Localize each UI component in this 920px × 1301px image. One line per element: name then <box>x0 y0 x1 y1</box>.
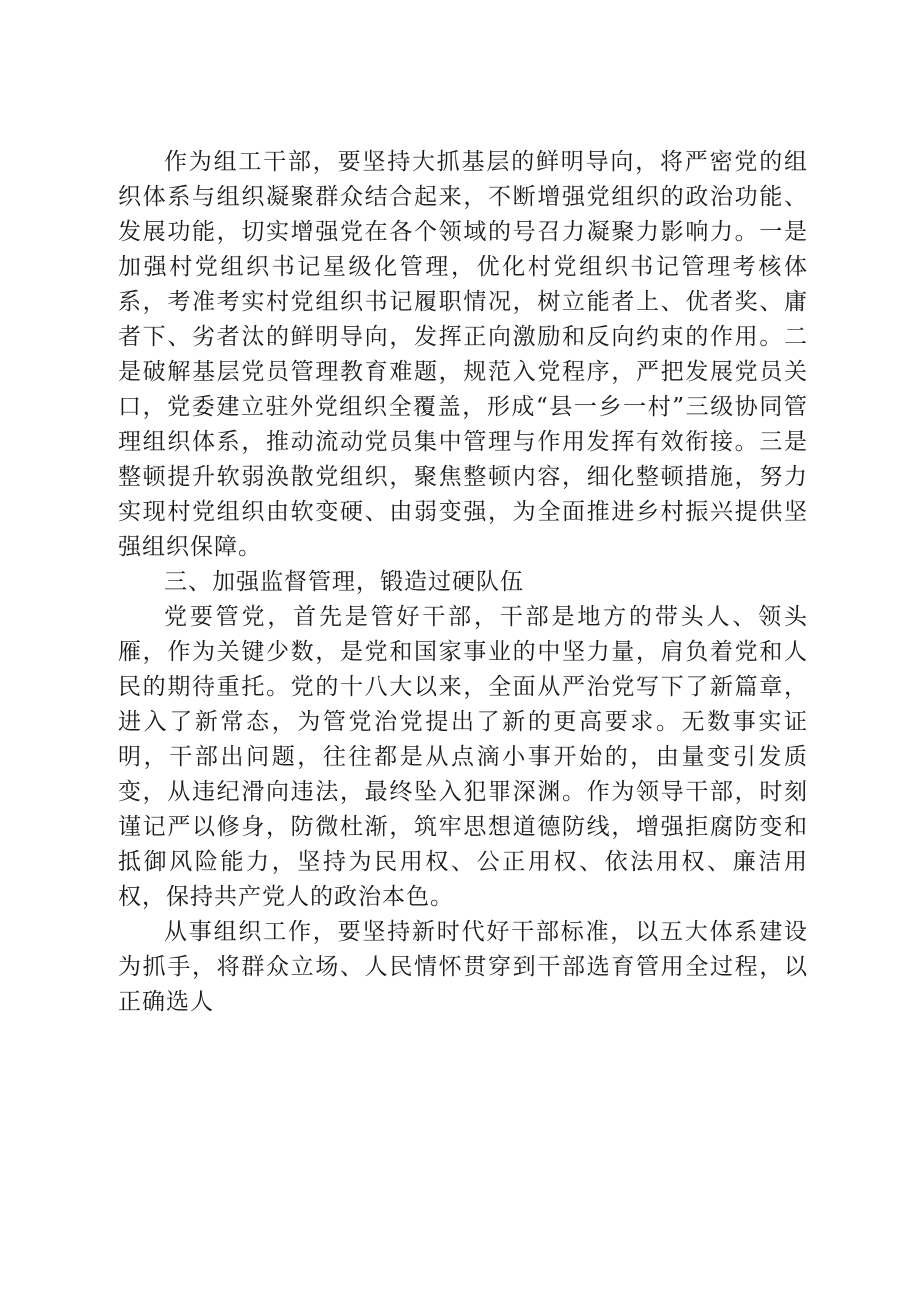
document-body <box>118 145 808 1020</box>
paragraph: 从事组织工作，要坚持新时代好干部标准，以五大体系建设为抓手，将群众立场、人民情怀贯穿到干部选育管用全过程，以正确选人 <box>118 919 808 1015</box>
section-heading: 三、加强监督管理，锻造过硬队伍 <box>164 569 524 595</box>
paragraph: 党要管党，首先是管好干部，干部是地方的带头人、领头雁，作为关键少数，是党和国家事业的中坚力量，肩负着党和人民的期待重托。党的十八大以来，全面从严治党写下了新篇章，进入了新常态，为管党治党提出了新的更高要求。无数事实证明，干部出问题，往往都是从点滴小事开始的，由量变引发质变，从违纪滑向违法，最终坠入犯罪深渊。作为领导干部，时刻谨记严以修身，防微杜渐，筑牢思想道德防线，增强拒腐防变和抵御风险能力，坚持为民用权、公正用权、依法用权、廉洁用权，保持共产党人的政治本色。 <box>118 604 808 910</box>
paragraph: 作为组工干部，要坚持大抓基层的鲜明导向，将严密党的组织体系与组织凝聚群众结合起来，不断增强党组织的政治功能、发展功能，切实增强党在各个领域的号召力凝聚力影响力。一是加强村党组织书记星级化管理，优化村党组织书记管理考核体系，考准考实村党组织书记履职情况，树立能者上、优者奖、庸者下、劣者汰的鲜明导向，发挥正向激励和反向约束的作用。二是破解基层党员管理教育难题，规范入党程序，严把发展党员关口，党委建立驻外党组织全覆盖，形成“县一乡一村”三级协同管理组织体系，推动流动党员集中管理与作用发挥有效衔接。三是整顿提升软弱涣散党组织，聚焦整顿内容，细化整顿措施，努力实现村党组织由软变硬、由弱变强，为全面推进乡村振兴提供坚强组织保障。 <box>118 149 808 560</box>
